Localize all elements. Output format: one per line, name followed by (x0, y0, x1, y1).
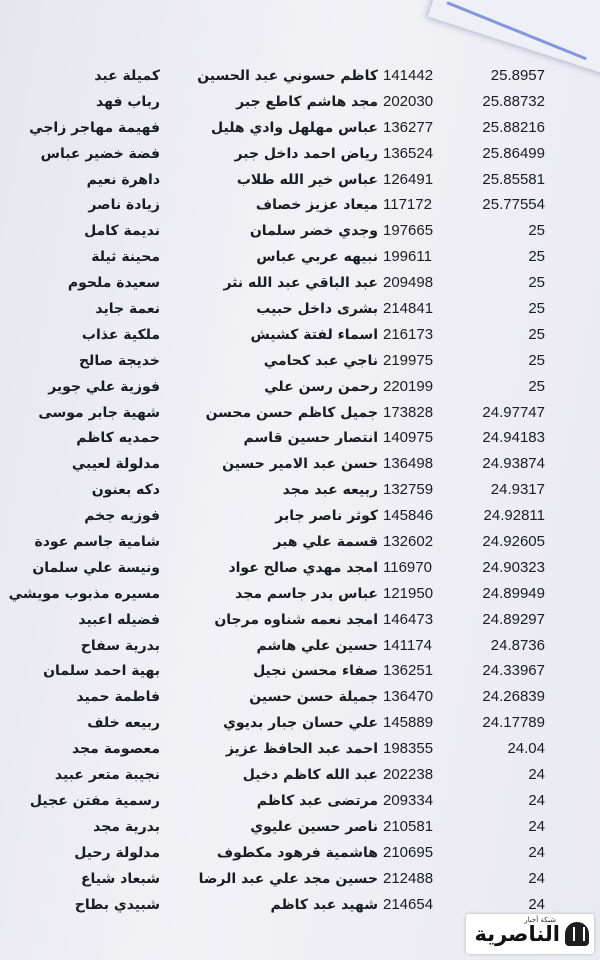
name-cell: عباس مهلهل وادي هليل (211, 119, 378, 136)
score-cell: 24.8736 (490, 636, 545, 654)
score-cell: 24 (528, 817, 545, 835)
table-row (0, 90, 600, 116)
score-cell: 25 (528, 248, 545, 266)
table-row (0, 375, 600, 401)
id-cell: 136470 (383, 688, 434, 706)
id-cell: 199611 (383, 248, 432, 266)
name-cell: حسن عبد الامير حسين (222, 456, 378, 473)
table-row (0, 142, 600, 168)
second-name-cell: شامية جاسم عودة (34, 534, 160, 551)
score-cell: 24.26839 (482, 688, 545, 706)
score-cell: 25 (528, 351, 545, 369)
second-name-cell: فوزية علي جوير (48, 378, 160, 395)
second-name-cell: ملكية عذاب (81, 326, 160, 343)
second-name-cell: شهية جابر موسى (38, 404, 160, 421)
table-row (0, 116, 600, 142)
id-cell: 140975 (383, 429, 434, 447)
table-row (0, 426, 600, 452)
score-cell: 24.97747 (482, 403, 545, 421)
name-cell: حسين علي هاشم (256, 637, 378, 654)
second-name-cell: فاطمة حميد (76, 689, 160, 706)
table-row (0, 841, 600, 867)
table-row (0, 401, 600, 427)
second-name-cell: نديمة كامل (84, 223, 160, 240)
name-cell: امجد نعمه شناوه مرجان (214, 611, 378, 628)
second-name-cell: مسيره مذبوب مويشي (8, 585, 160, 602)
table-row (0, 556, 600, 582)
id-cell: 220199 (383, 377, 434, 395)
name-cell: اسماء لفتة كشيش (250, 326, 378, 343)
second-name-cell: معصومة مجد (71, 741, 160, 758)
second-name-cell: نعمة جايد (95, 301, 160, 318)
id-cell: 210581 (383, 817, 434, 835)
name-cell: شهيد عبد كاظم (270, 896, 378, 913)
second-name-cell: مدلولة لعيبي (71, 456, 160, 473)
name-cell: عبد الباقي عبد الله نثر (223, 275, 378, 292)
table-row (0, 711, 600, 737)
id-cell: 132602 (383, 533, 434, 551)
table-row (0, 763, 600, 789)
table-row (0, 582, 600, 608)
table-row (0, 737, 600, 763)
id-cell: 209334 (383, 791, 434, 809)
watermark-logo (466, 914, 594, 954)
score-cell: 24.92605 (482, 533, 545, 551)
score-cell: 24.90323 (482, 558, 545, 576)
table-row (0, 271, 600, 297)
second-name-cell: حمديه كاظم (76, 430, 160, 447)
table-row (0, 193, 600, 219)
score-cell: 24.94183 (482, 429, 545, 447)
name-cell: مرتضى عبد كاظم (256, 792, 378, 809)
names-table (0, 64, 600, 918)
name-cell: هاشمية فرهود مكطوف (216, 844, 378, 861)
score-cell: 24 (528, 791, 545, 809)
second-name-cell: فهيمة مهاجر زاجي (29, 119, 160, 136)
name-cell: ناصر حسين عليوي (250, 818, 378, 835)
score-cell: 24.89297 (482, 610, 545, 628)
second-name-cell: داهرة نعيم (86, 171, 160, 188)
score-cell: 25.88216 (482, 118, 545, 136)
logo-subtitle: شبكة أخبار (524, 916, 556, 924)
name-cell: مجد هاشم كاطع جبر (236, 93, 378, 110)
name-cell: انتصار حسين قاسم (243, 430, 378, 447)
score-cell: 24.9317 (490, 481, 545, 499)
name-cell: عباس خير الله طلاب (236, 171, 378, 188)
id-cell: 136251 (383, 662, 434, 680)
name-cell: كاظم حسوني عبد الحسين (197, 68, 378, 84)
id-cell: 197665 (383, 222, 434, 240)
score-cell: 24 (528, 895, 545, 913)
score-cell: 24.92811 (483, 507, 545, 525)
second-name-cell: بدرية مجد (93, 818, 160, 835)
name-cell: ناجي عبد كحامي (263, 352, 378, 369)
mosque-emblem-icon (565, 922, 589, 946)
id-cell: 141174 (383, 636, 432, 654)
name-cell: قسمة علي هبر (273, 534, 378, 551)
second-name-cell: خديجة صالح (78, 352, 160, 369)
id-cell: 173828 (383, 403, 434, 421)
table-row (0, 634, 600, 660)
id-cell: 198355 (383, 740, 434, 758)
name-cell: حسين مجد علي عبد الرضا (198, 870, 378, 887)
table-row (0, 659, 600, 685)
score-cell: 24.93874 (482, 455, 545, 473)
table-row (0, 789, 600, 815)
id-cell: 145889 (383, 714, 434, 732)
name-cell: احمد عبد الحافظ عزيز (225, 741, 378, 758)
score-cell: 24 (528, 843, 545, 861)
second-name-cell: ربيعه خلف (87, 715, 160, 732)
table-row (0, 64, 600, 90)
table-row (0, 815, 600, 841)
name-cell: رحمن رسن علي (264, 378, 378, 395)
name-cell: جميل كاظم حسن محسن (205, 404, 378, 421)
second-name-cell: فضة خضير عباس (40, 145, 160, 162)
table-row (0, 245, 600, 271)
second-name-cell: فضيله اعبيد (78, 611, 160, 628)
id-cell: 210695 (383, 843, 434, 861)
score-cell: 24.04 (507, 740, 545, 758)
second-name-cell: زيادة ناصر (88, 197, 160, 214)
id-cell: 136524 (383, 144, 434, 162)
id-cell: 146473 (383, 610, 434, 628)
score-cell: 25 (528, 274, 545, 292)
table-row (0, 867, 600, 893)
id-cell: 216173 (383, 325, 434, 343)
second-name-cell: شبعاد شياع (80, 870, 160, 887)
table-row (0, 530, 600, 556)
score-cell: 24 (528, 869, 545, 887)
score-cell: 25 (528, 300, 545, 318)
score-cell: 24 (528, 766, 545, 784)
table-row (0, 219, 600, 245)
score-cell: 25.88732 (482, 92, 545, 110)
name-cell: ربيعه عبد مجد (282, 482, 378, 499)
name-cell: عبد الله كاظم دخيل (242, 767, 378, 784)
score-cell: 25 (528, 377, 545, 395)
table-row (0, 478, 600, 504)
score-cell: 24.17789 (482, 714, 545, 732)
second-name-cell: بهية احمد سلمان (43, 663, 160, 680)
second-name-cell: شبيدي بطاح (74, 896, 160, 913)
score-cell: 25.86499 (482, 144, 545, 162)
id-cell: 214841 (383, 300, 434, 318)
score-cell: 25.8957 (490, 67, 545, 84)
second-name-cell: بدرية سفاح (80, 637, 160, 654)
id-cell: 121950 (383, 584, 434, 602)
logo-name: الناصرية (474, 922, 560, 946)
second-name-cell: مدلولة رحيل (74, 844, 160, 861)
second-name-cell: نجيبة متعر عبيد (54, 767, 160, 784)
second-name-cell: رسمية مفتن عجيل (29, 792, 160, 809)
table-row (0, 168, 600, 194)
table-row (0, 685, 600, 711)
score-cell: 25.77554 (482, 196, 545, 214)
second-name-cell: دكه بعنون (91, 482, 160, 499)
name-cell: امجد مهدي صالح عواد (228, 559, 378, 576)
name-cell: عباس بدر جاسم مجد (235, 585, 378, 602)
id-cell: 214654 (383, 895, 434, 913)
score-cell: 25 (528, 325, 545, 343)
id-cell: 136277 (383, 118, 434, 136)
second-name-cell: ونيسة علي سلمان (32, 559, 160, 576)
table-row (0, 452, 600, 478)
id-cell: 209498 (383, 274, 434, 292)
name-cell: وجدي خضر سلمان (249, 223, 378, 240)
table-row (0, 349, 600, 375)
id-cell: 117172 (383, 196, 432, 214)
name-cell: علي حسان جبار بديوي (223, 715, 378, 732)
name-cell: بشرى داخل حبيب (256, 301, 378, 318)
name-cell: صفاء محسن نجيل (253, 663, 378, 680)
table-row (0, 608, 600, 634)
id-cell: 219975 (383, 351, 434, 369)
name-cell: رياض احمد داخل جبر (234, 145, 378, 162)
score-cell: 25.85581 (482, 170, 545, 188)
score-cell: 25 (528, 222, 545, 240)
id-cell: 202238 (383, 766, 434, 784)
second-name-cell: محينة ثيلة (91, 249, 160, 266)
second-name-cell: فوزيه جخم (84, 508, 160, 525)
id-cell: 116970 (383, 558, 432, 576)
score-cell: 24.89949 (482, 584, 545, 602)
id-cell: 202030 (383, 92, 434, 110)
table-row (0, 323, 600, 349)
table-row (0, 504, 600, 530)
name-cell: كوثر ناصر جابر (275, 508, 378, 525)
id-cell: 126491 (383, 170, 434, 188)
id-cell: 212488 (383, 869, 434, 887)
id-cell: 136498 (383, 455, 434, 473)
second-name-cell: كميلة عبد (94, 68, 160, 84)
id-cell: 141442 (383, 67, 434, 84)
id-cell: 132759 (383, 481, 434, 499)
table-row (0, 297, 600, 323)
second-name-cell: سعيدة ملحوم (67, 275, 160, 292)
name-cell: جميلة حسن حسين (249, 689, 378, 706)
name-cell: نبيهه عربي عباس (256, 249, 378, 266)
name-cell: ميعاد عزيز خصاف (255, 197, 378, 214)
score-cell: 24.33967 (482, 662, 545, 680)
second-name-cell: رباب فهد (95, 93, 160, 110)
id-cell: 145846 (383, 507, 434, 525)
